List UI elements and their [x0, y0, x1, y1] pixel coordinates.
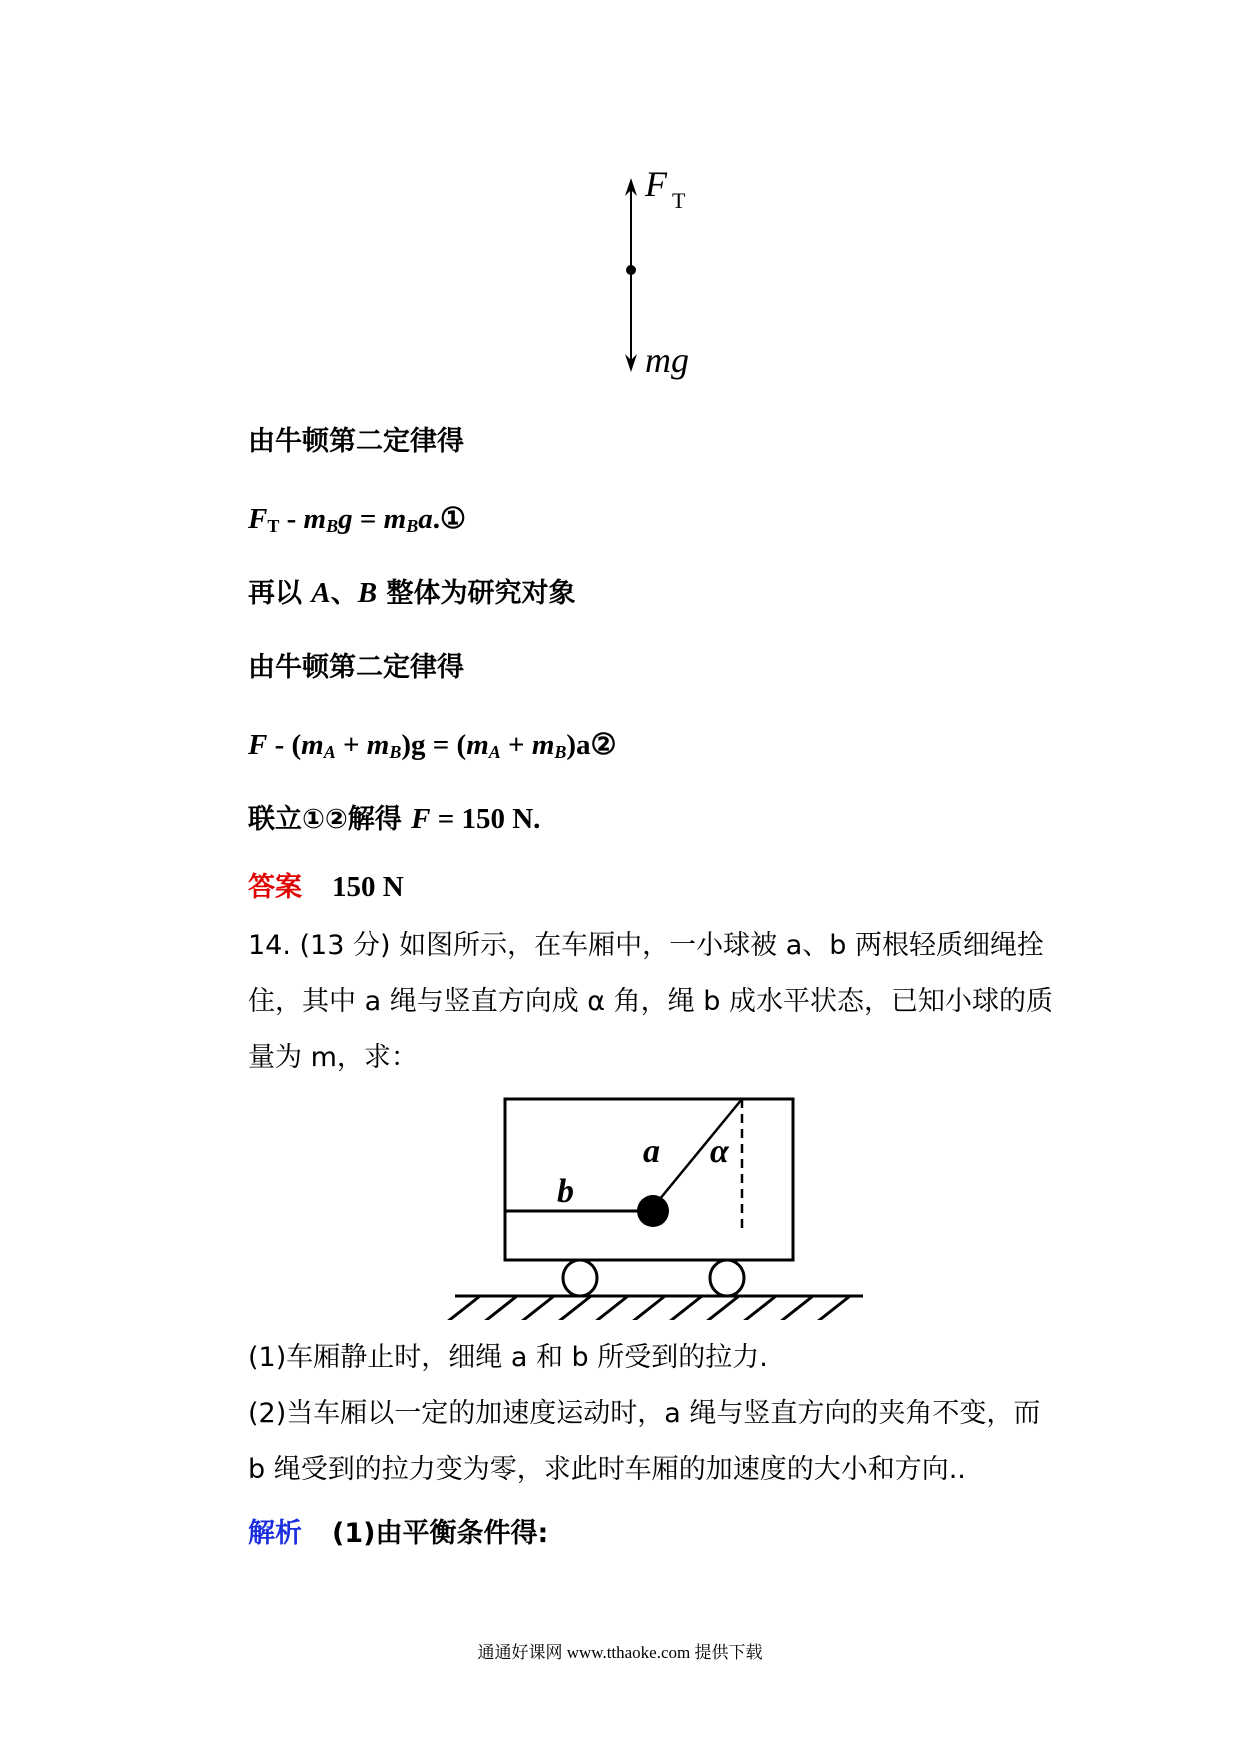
force-ft-label: F [645, 164, 667, 204]
force-diagram [590, 160, 730, 390]
cart-diagram [435, 1090, 875, 1320]
equation-1: $F_T - m_Bg$ = $m_Ba.①$ [248, 503, 466, 536]
point-mass [626, 265, 636, 275]
sub-question-1: (1)车厢静止时，细绳 a 和 b 所受到的拉力. [248, 1342, 768, 1373]
equation-2: $F - (m_A + m_B)g = (m_A$ + $m_B)a②$ [248, 729, 617, 762]
solution-line: 解析 (1)由平衡条件得: [248, 1518, 549, 1549]
rope-b-label: b [557, 1173, 574, 1210]
text-line: 再以 A、B 整体为研究对象 [248, 577, 576, 609]
wheel [710, 1260, 744, 1296]
text-line: 联立①②解得 F = 150 N. [248, 803, 541, 835]
answer-value: 150 N [332, 871, 404, 903]
text-line: 由牛顿第二定律得 [248, 426, 464, 457]
solution-label: 解析 [248, 1518, 302, 1549]
ground-hatching [447, 1296, 850, 1320]
force-ft-sub: T [672, 188, 686, 213]
ball [637, 1195, 669, 1227]
force-mg-label: mg [645, 340, 689, 380]
footer: 通通好课网 www.tthaoke.com 提供下载 [477, 1643, 763, 1662]
rope-a-label: a [643, 1133, 660, 1170]
text-line: 由牛顿第二定律得 [248, 652, 464, 683]
sub-question-2: (2)当车厢以一定的加速度运动时，a 绳与竖直方向的夹角不变，而 b 绳受到的拉力变为零，求此时车厢的加速度的大小和方向.. [248, 1398, 1041, 1485]
question-14: 14. (13 分) 如图所示，在车厢中，一小球被 a、b 两根轻质细绳拴住，其中 a 绳与竖直方向成 α 角，绳 b 成水平状态，已知小球的质量为 m，求： [248, 930, 1053, 1073]
answer-line [248, 871, 404, 904]
wheel [563, 1260, 597, 1296]
angle-alpha-label: α [710, 1133, 729, 1170]
answer-label: 答案 [248, 872, 302, 903]
